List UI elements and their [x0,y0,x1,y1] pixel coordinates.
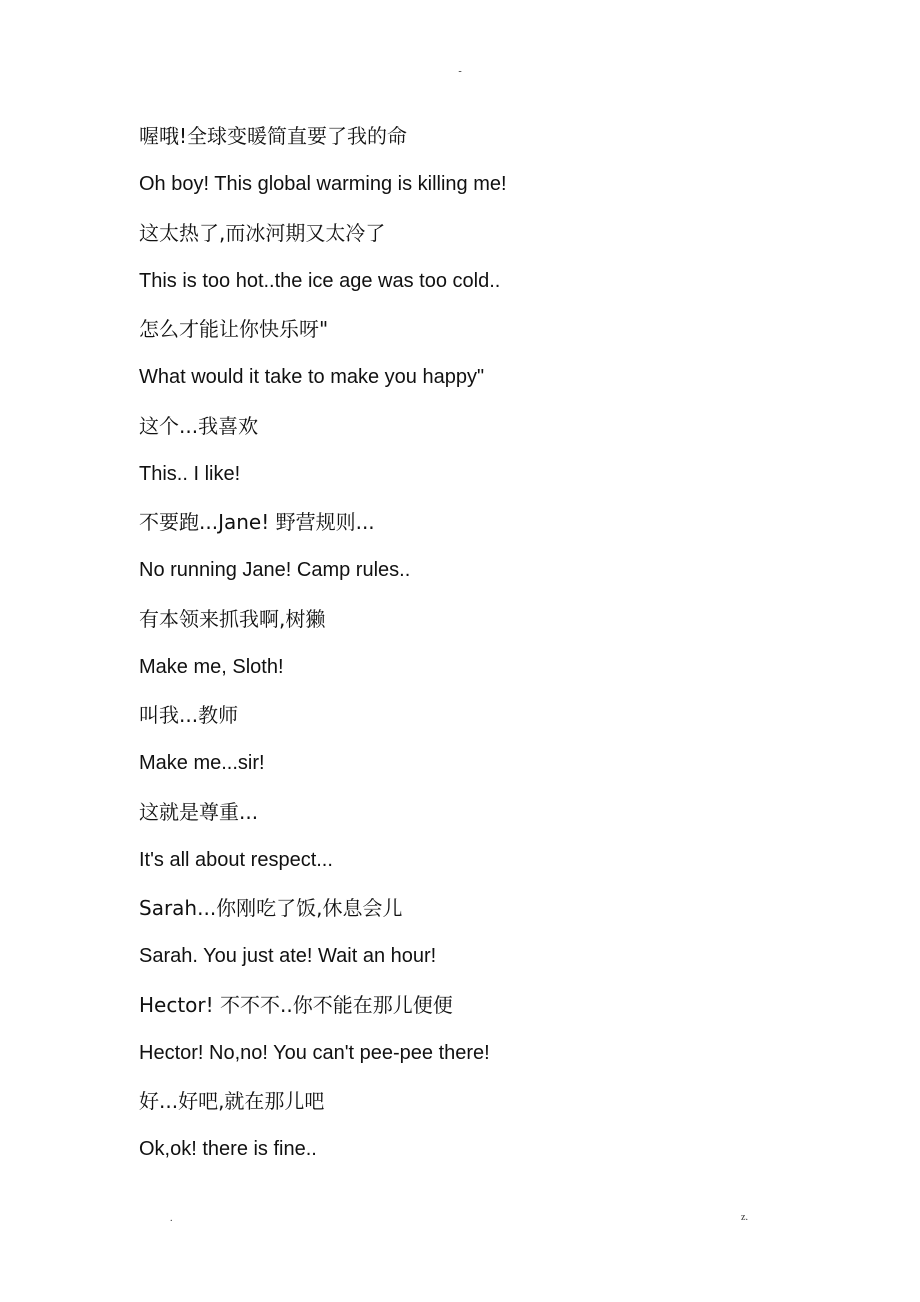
header-mark: - [458,66,462,77]
dialogue-line-en: What would it take to make you happy" [139,366,485,389]
dialogue-line-en: Sarah. You just ate! Wait an hour! [139,945,437,968]
footer-right-mark: z. [741,1212,748,1223]
dialogue-line-en: This.. I like! [139,462,241,485]
dialogue-line-zh: 叫我...教师 [139,703,239,727]
dialogue-line-zh: 这太热了,而冰河期又太冷了 [139,220,386,245]
dialogue-line-zh: 怎么才能让你快乐呀" [139,317,329,341]
dialogue-line-zh: 这个...我喜欢 [139,413,259,438]
dialogue-line-zh: Hector! 不不不..你不能在那儿便便 [139,992,453,1017]
dialogue-line-zh: 这就是尊重... [139,799,259,824]
dialogue-line-zh: 有本领来抓我啊,树獭 [139,606,326,631]
dialogue-line-en: It's all about respect... [139,848,333,871]
dialogue-line-zh: 不要跑...Jane! 野营规则... [139,510,375,534]
footer-left-mark: . [170,1213,173,1224]
dialogue-line-en: Oh boy! This global warming is killing me! [139,173,507,196]
dialogue-line-zh: 喔哦!全球变暖简直要了我的命 [139,124,408,148]
dialogue-line-zh: Sarah...你刚吃了饭,休息会儿 [139,896,403,920]
dialogue-lines [139,122,839,1184]
dialogue-line-en: Make me, Sloth! [139,655,284,678]
dialogue-line-en: Hector! No,no! You can't pee-pee there! [139,1041,490,1064]
dialogue-line-zh: 好...好吧,就在那儿吧 [139,1089,325,1113]
dialogue-line-en: This is too hot..the ice age was too cold.. [139,269,501,292]
dialogue-line-en: Ok,ok! there is fine.. [139,1138,317,1161]
dialogue-line-en: No running Jane! Camp rules.. [139,559,411,582]
dialogue-line-en: Make me...sir! [139,752,265,775]
